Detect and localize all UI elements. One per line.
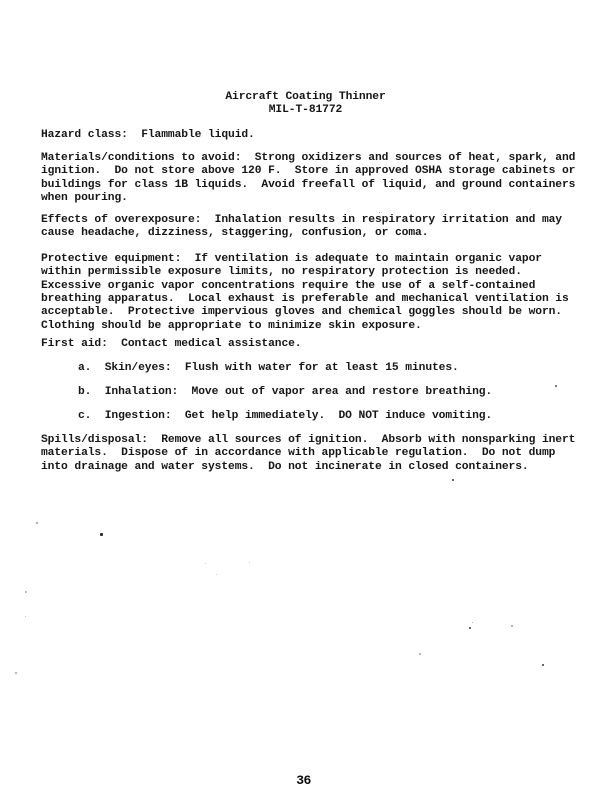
first-aid-item-b bbox=[78, 386, 492, 399]
spills-line: materials. Dispose of in accordance with applicable regulation. Do not dump bbox=[41, 447, 556, 460]
scan-speck bbox=[542, 664, 544, 666]
first-aid-item-a bbox=[78, 362, 459, 375]
document-title-line2: MIL-T-81772 bbox=[268, 104, 343, 117]
scan-speck bbox=[25, 616, 26, 617]
effects-line: Effects of overexposure: Inhalation results in respiratory irritation and may bbox=[41, 214, 562, 226]
scan-speck bbox=[100, 533, 103, 536]
section-spills-disposal bbox=[41, 434, 575, 474]
scan-speck bbox=[555, 385, 557, 387]
scan-speck bbox=[472, 622, 473, 623]
scan-speck bbox=[25, 591, 27, 593]
protective-line: Clothing should be appropriate to minimize skin exposure. bbox=[41, 319, 422, 332]
section-first-aid bbox=[41, 338, 302, 351]
first-aid-item-line: b. Inhalation: Move out of vapor area and restore breathing. bbox=[78, 386, 493, 398]
materials-line: ignition. Do not store above 120 F. Store in approved OSHA storage cabinets or bbox=[41, 165, 576, 178]
protective-line: within permissible exposure limits, no respiratory protection is needed. bbox=[41, 266, 522, 279]
spills-line: Spills/disposal: Remove all sources of ignition. Absorb with nonsparking inert bbox=[41, 434, 576, 446]
scan-speck bbox=[216, 574, 217, 575]
document-title-line1: Aircraft Coating Thinner bbox=[225, 91, 386, 103]
section-materials-conditions bbox=[41, 152, 575, 205]
protective-line: Protective equipment: If ventilation is adequate to maintain organic vapor bbox=[41, 253, 542, 265]
scan-speck bbox=[452, 479, 454, 481]
first-aid-item-line: c. Ingestion: Get help immediately. DO NOT induce vomiting. bbox=[78, 410, 493, 422]
materials-line: buildings for class 1B liquids. Avoid freefall of liquid, and ground containers bbox=[41, 178, 576, 191]
first-aid-item-line: a. Skin/eyes: Flush with water for at least 15 minutes. bbox=[78, 362, 459, 374]
scan-speck bbox=[469, 627, 471, 629]
protective-line: Excessive organic vapor concentrations require the use of a self-contained bbox=[41, 279, 536, 292]
section-protective-equipment bbox=[41, 253, 569, 333]
scan-speck bbox=[249, 562, 250, 563]
spills-line: into drainage and water systems. Do not incinerate in closed containers. bbox=[41, 460, 529, 473]
protective-line: breathing apparatus. Local exhaust is preferable and mechanical ventilation is bbox=[41, 292, 569, 305]
section-effects-overexposure bbox=[41, 214, 562, 241]
materials-line: when pouring. bbox=[41, 191, 128, 204]
scan-speck bbox=[205, 563, 206, 564]
page-number: 36 bbox=[296, 773, 311, 788]
scan-speck bbox=[15, 672, 17, 674]
scan-speck bbox=[511, 625, 513, 627]
scan-speck bbox=[419, 653, 421, 655]
section-hazard-class bbox=[41, 129, 255, 142]
hazard-class-line: Hazard class: Flammable liquid. bbox=[41, 129, 255, 141]
protective-line: acceptable. Protective impervious gloves and chemical goggles should be worn. bbox=[41, 306, 562, 319]
document-title bbox=[0, 91, 611, 118]
first-aid-item-c bbox=[78, 410, 492, 423]
scan-speck bbox=[379, 212, 380, 213]
effects-line: cause headache, dizziness, staggering, confusion, or coma. bbox=[41, 227, 429, 240]
first-aid-line: First aid: Contact medical assistance. bbox=[41, 338, 302, 350]
materials-line: Materials/conditions to avoid: Strong oxidizers and sources of heat, spark, and bbox=[41, 152, 576, 164]
scan-speck bbox=[36, 522, 38, 524]
